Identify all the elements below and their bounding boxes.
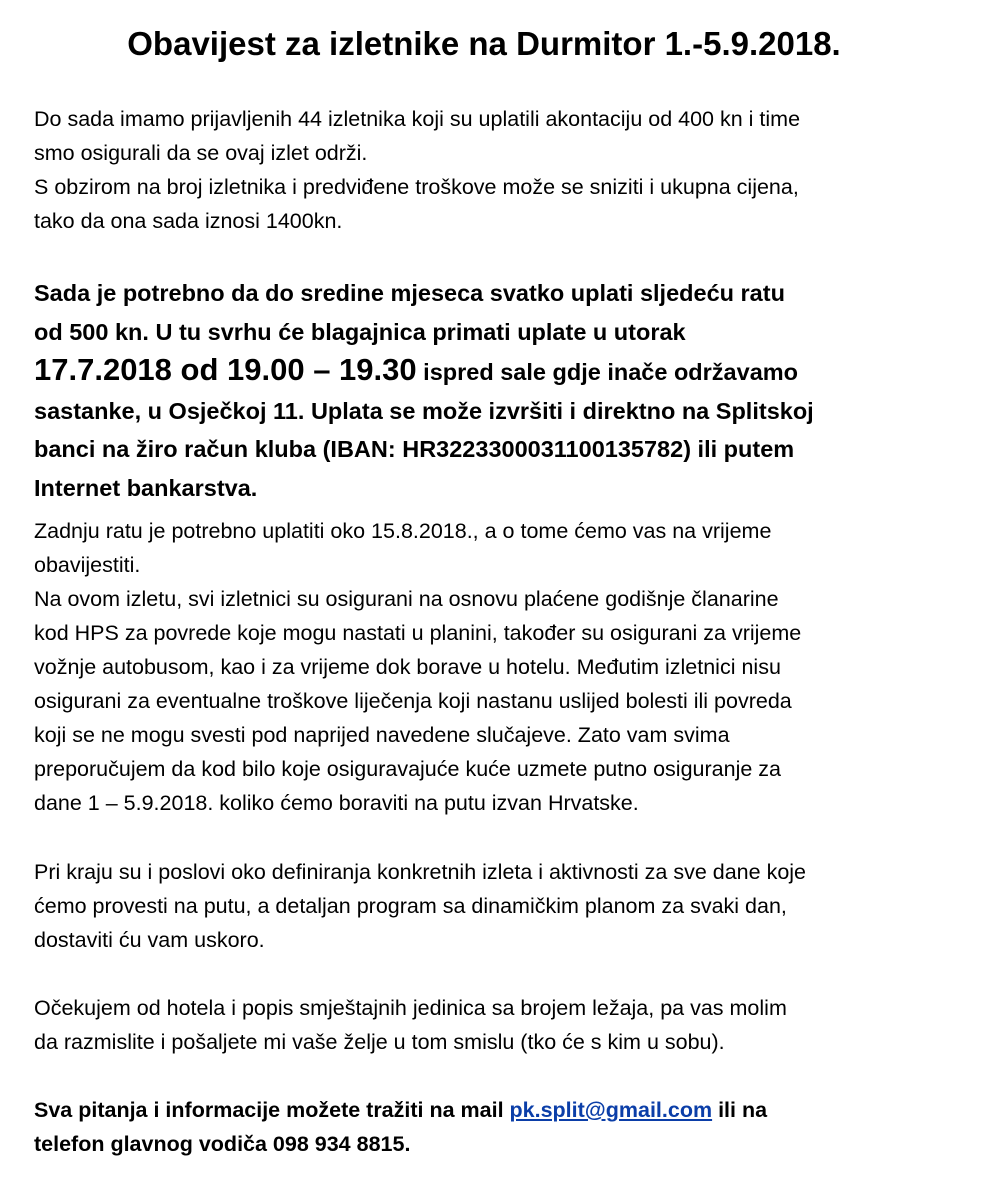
intro-line-3: S obzirom na broj izletnika i predviđene troškove može se sniziti i ukupna cijena, bbox=[34, 175, 799, 199]
program-line-3: dostaviti ću vam uskoro. bbox=[34, 928, 265, 952]
contact-paragraph bbox=[34, 1093, 936, 1161]
insurance-line-1: Zadnju ratu je potrebno uplatiti oko 15.8.2018., a o tome ćemo vas na vrijeme bbox=[34, 519, 772, 543]
insurance-line-8: preporučujem da kod bilo koje osiguravajuće kuće uzmete putno osiguranje za bbox=[34, 757, 781, 781]
accommodation-line-2: da razmislite i pošaljete mi vaše želje u tom smislu (tko će s kim u sobu). bbox=[34, 1030, 725, 1054]
contact-suffix: ili na bbox=[712, 1098, 768, 1122]
insurance-line-2: obavijestiti. bbox=[34, 553, 141, 577]
program-line-1: Pri kraju su i poslovi oko definiranja konkretnih izleta i aktivnosti za sve dane koje bbox=[34, 860, 807, 884]
program-paragraph bbox=[34, 855, 936, 957]
program-line-2: ćemo provesti na putu, a detaljan program sa dinamičkim planom za svaki dan, bbox=[34, 894, 787, 918]
insurance-line-9: dane 1 – 5.9.2018. koliko ćemo boraviti na putu izvan Hrvatske. bbox=[34, 791, 639, 815]
insurance-line-7: koji se ne mogu svesti pod naprijed navedene slučajeve. Zato vam svima bbox=[34, 723, 730, 747]
payment-line-6: Internet bankarstva. bbox=[34, 474, 258, 501]
accommodation-line-1: Očekujem od hotela i popis smještajnih jedinica sa brojem ležaja, pa vas molim bbox=[34, 996, 787, 1020]
contact-prefix: Sva pitanja i informacije možete tražiti na mail bbox=[34, 1098, 510, 1122]
payment-line-1: Sada je potrebno da do sredine mjeseca svatko uplati sljedeću ratu bbox=[34, 280, 785, 306]
payment-location: ispred sale gdje inače održavamo bbox=[416, 359, 799, 385]
insurance-line-5: vožnje autobusom, kao i za vrijeme dok borave u hotelu. Međutim izletnici nisu bbox=[34, 655, 781, 679]
intro-paragraph bbox=[34, 102, 936, 238]
contact-line-2: telefon glavnog vodiča 098 934 8815. bbox=[34, 1132, 411, 1156]
insurance-line-6: osigurani za eventualne troškove liječenja koji nastanu uslijed bolesti ili povreda bbox=[34, 689, 792, 713]
contact-line-1 bbox=[34, 1093, 936, 1127]
insurance-line-3: Na ovom izletu, svi izletnici su osigurani na osnovu plaćene godišnje članarine bbox=[34, 587, 779, 611]
intro-line-4: tako da ona sada iznosi 1400kn. bbox=[34, 209, 343, 233]
payment-line-2: od 500 kn. U tu svrhu će blagajnica primati uplate u utorak bbox=[34, 318, 686, 345]
payment-datetime: 17.7.2018 od 19.00 – 19.30 bbox=[34, 352, 417, 387]
page-title: Obavijest za izletnike na Durmitor 1.-5.9.2018. bbox=[127, 25, 841, 62]
intro-line-1: Do sada imamo prijavljenih 44 izletnika koji su uplatili akontaciju od 400 kn i time bbox=[34, 107, 801, 131]
payment-line-5: banci na žiro račun kluba (IBAN: HR3223300031100135782) ili putem bbox=[34, 436, 795, 462]
email-link[interactable]: pk.split@gmail.com bbox=[509, 1098, 713, 1122]
insurance-paragraph bbox=[34, 514, 936, 820]
payment-line-4: sastanke, u Osječkoj 11. Uplata se može izvršiti i direktno na Splitskoj bbox=[34, 397, 814, 424]
accommodation-paragraph bbox=[34, 991, 936, 1059]
intro-line-2: smo osigurali da se ovaj izlet održi. bbox=[34, 141, 368, 165]
payment-line-3 bbox=[34, 351, 936, 392]
insurance-line-4: kod HPS za povrede koje mogu nastati u planini, također su osigurani za vrijeme bbox=[34, 621, 802, 645]
payment-paragraph bbox=[34, 274, 936, 507]
